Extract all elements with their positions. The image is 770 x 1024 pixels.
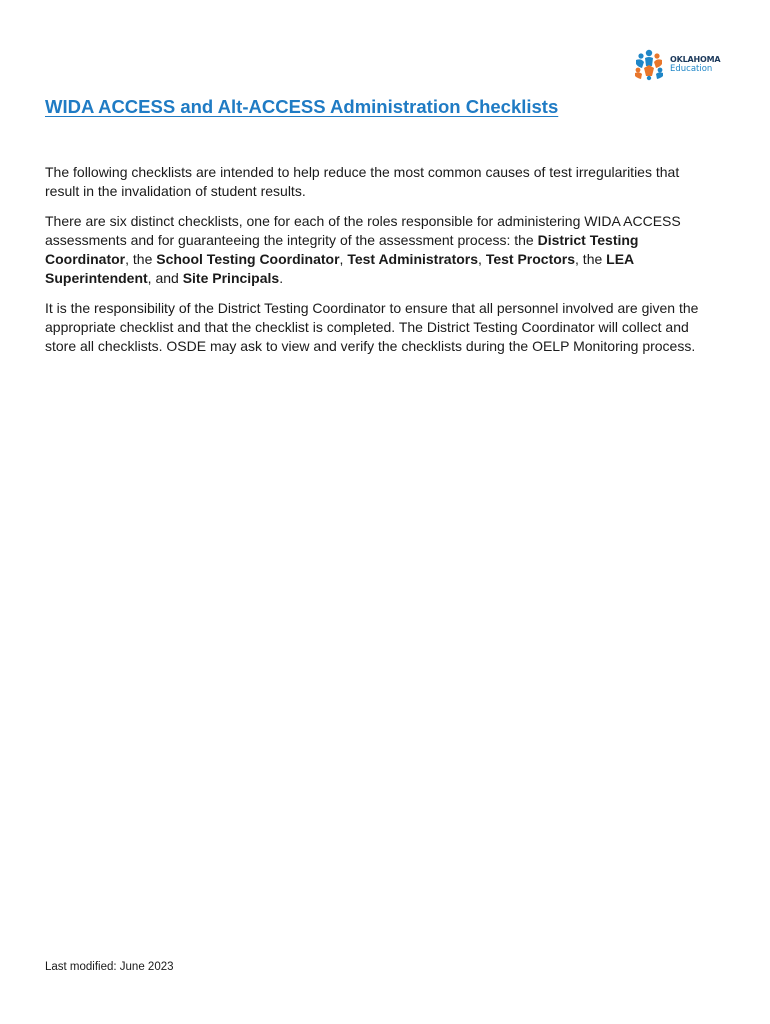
role-site-principals: Site Principals (182, 270, 280, 286)
oklahoma-education-logo (632, 46, 732, 84)
logo-text (670, 56, 720, 73)
page-title[interactable]: WIDA ACCESS and Alt-ACCESS Administration Checklists (45, 96, 559, 117)
roles-text-1: There are six distinct checklists, one for each of the roles responsible for administering WIDA ACCESS assessments and for guaranteeing the integrity of the assessment process: the (45, 213, 681, 248)
logo-name: OKLAHOMA (670, 55, 721, 65)
logo-subtitle: Education (670, 63, 713, 74)
oklahoma-education-logo-icon (632, 48, 666, 82)
roles-text-3: , (339, 251, 348, 267)
role-school-testing-coordinator: School Testing Coordinator (156, 251, 340, 267)
role-district-testing-coordinator: District Testing Coordinator (45, 232, 639, 267)
document-body (45, 163, 717, 367)
responsibility-paragraph: It is the responsibility of the District Testing Coordinator to ensure that all personnel involved are given the appropriate checklist and that the checklist is completed. The District Testing Coordinator will collect and store all checklists. OSDE may ask to view and verify the checklists during the OELP Monitoring process. (45, 300, 699, 354)
role-test-proctors: Test Proctors (485, 251, 576, 267)
roles-paragraph (45, 212, 717, 288)
role-lea-superintendent: LEA Superintendent (45, 251, 634, 286)
last-modified-footer: Last modified: June 2023 (45, 961, 174, 973)
roles-text-5: , the (575, 251, 607, 267)
roles-text-7: . (279, 270, 284, 286)
roles-text-4: , (478, 251, 486, 267)
role-test-administrators: Test Administrators (347, 251, 479, 267)
roles-text-6: , and (147, 270, 183, 286)
intro-paragraph: The following checklists are intended to help reduce the most common causes of test irregularities that result in the invalidation of student results. (45, 164, 680, 199)
roles-text-2: , the (125, 251, 157, 267)
